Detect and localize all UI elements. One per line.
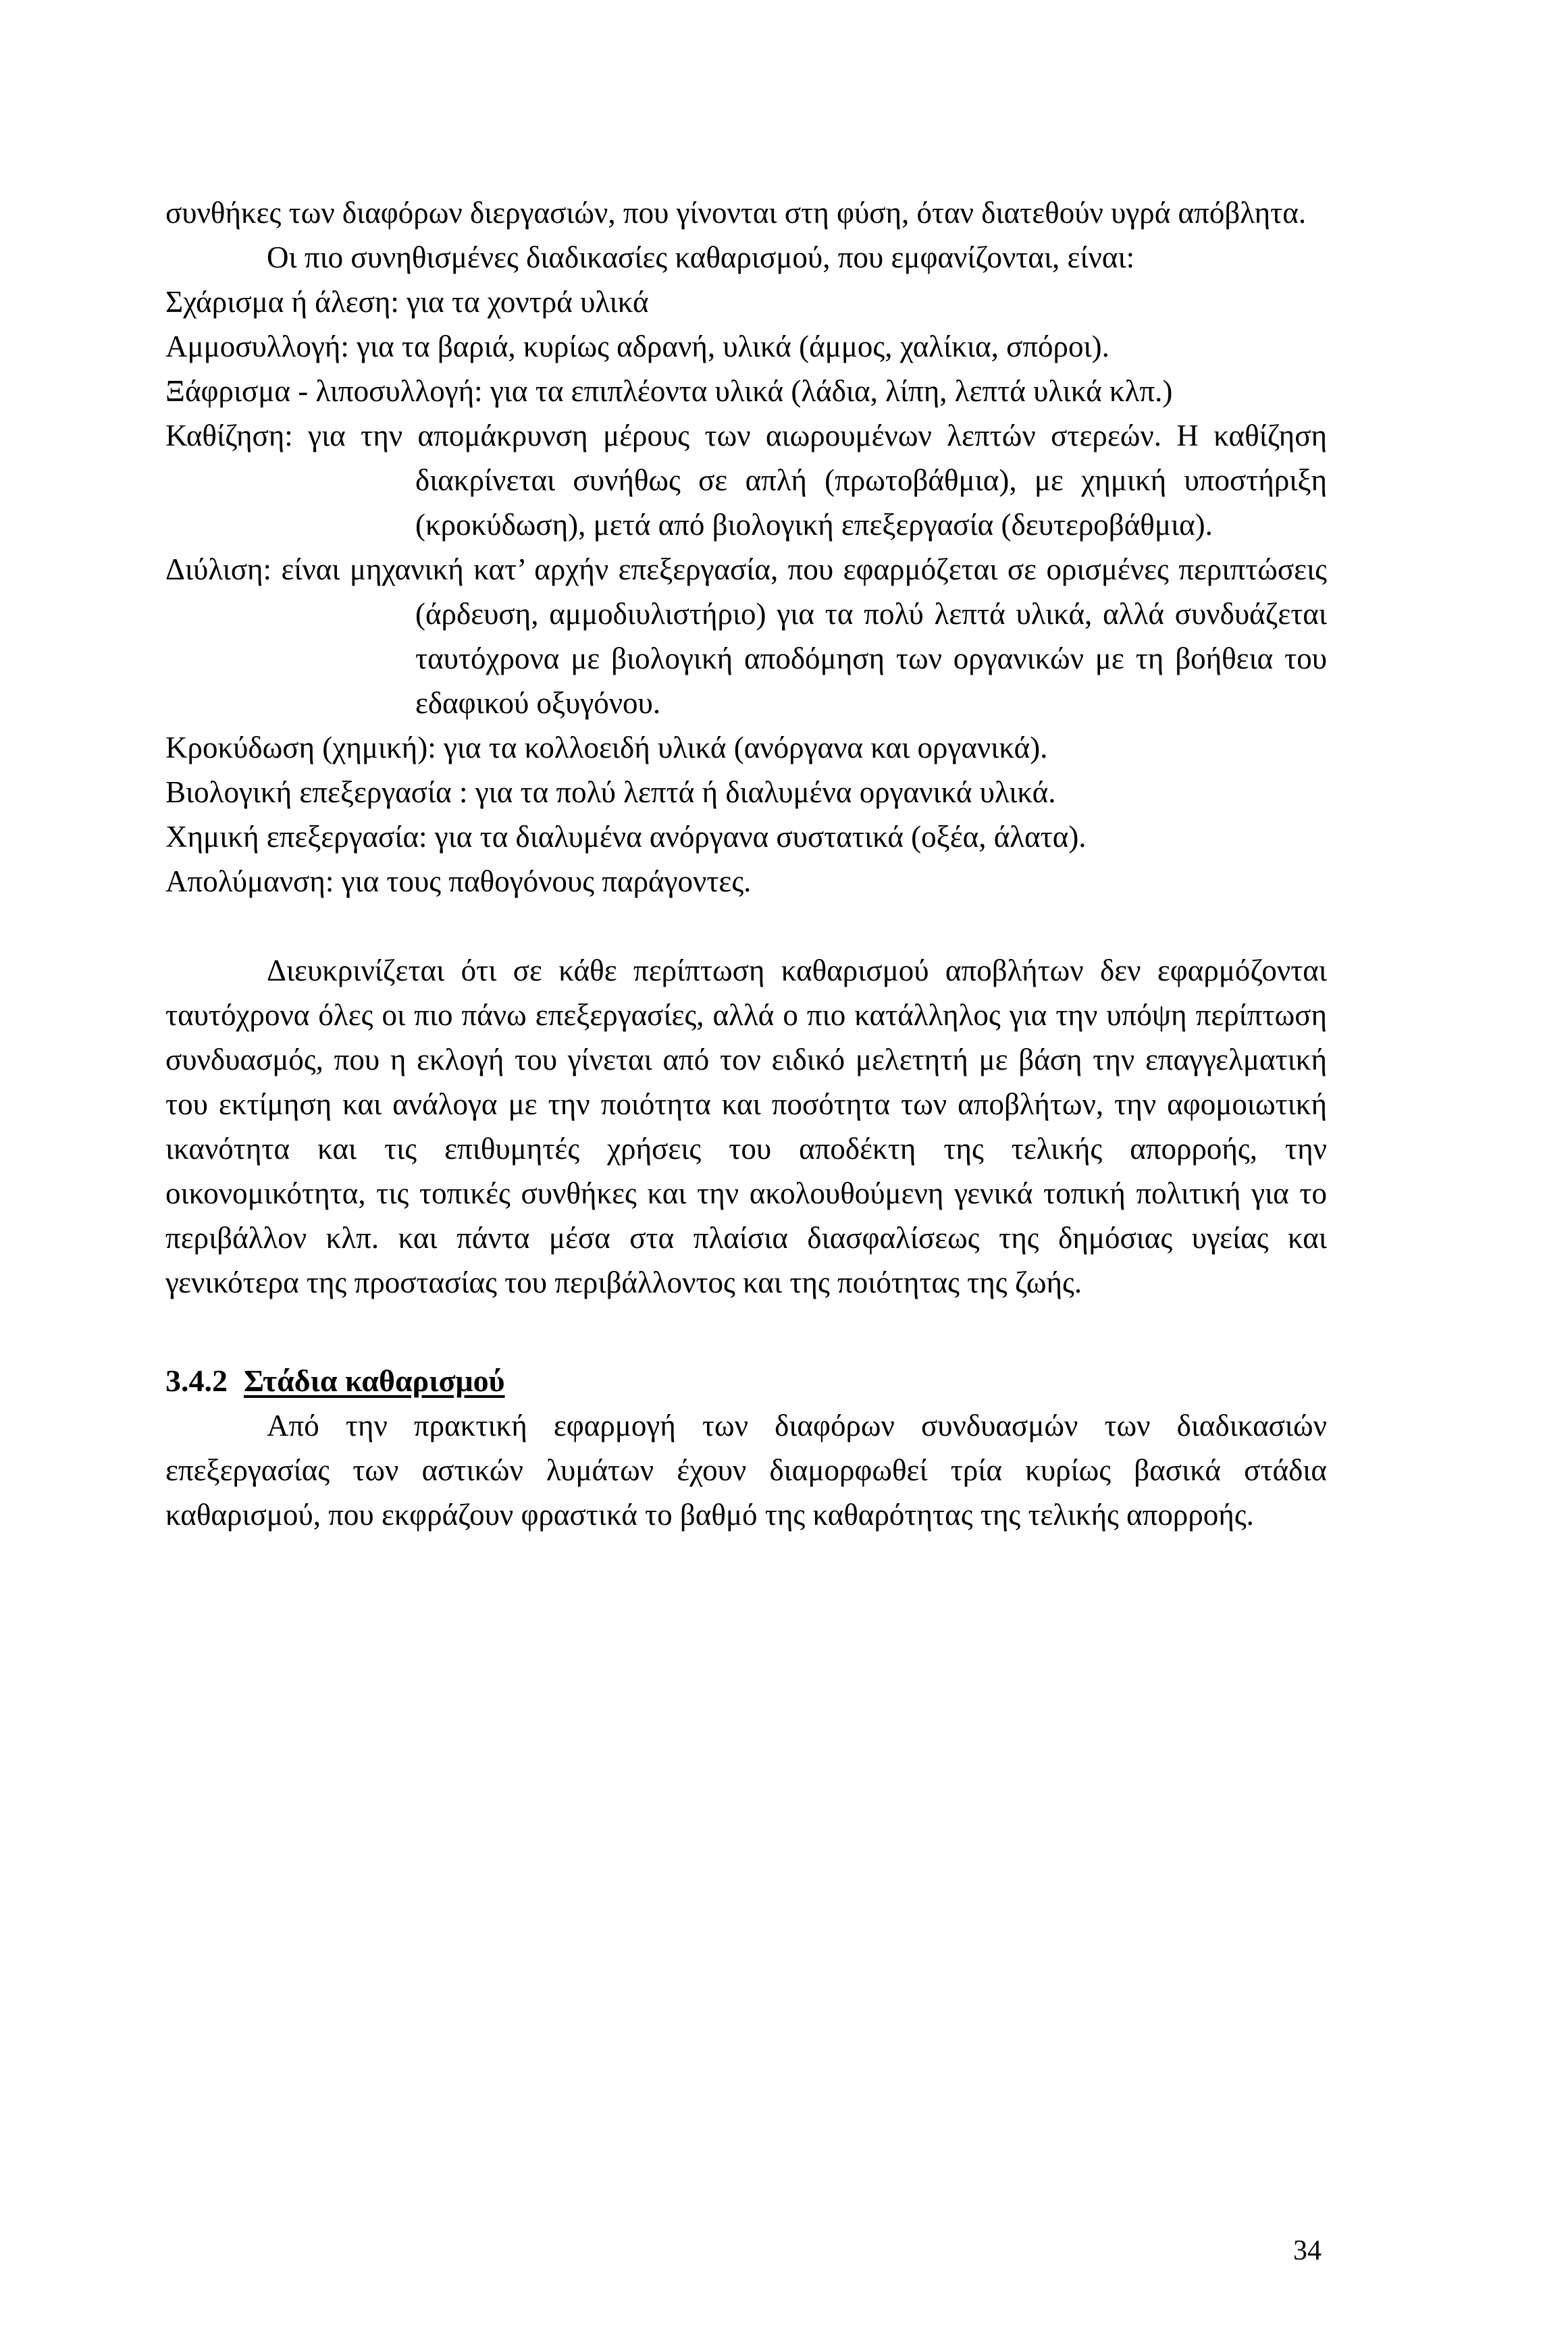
spacer bbox=[165, 1305, 1327, 1359]
intro-paragraph: συνθήκες των διαφόρων διεργασιών, που γίνονται στη φύση, όταν διατεθούν υγρά απόβλητα. bbox=[165, 196, 1307, 230]
method-item-disinfection: Απολύμανση: για τους παθογόνους παράγοντες. bbox=[165, 864, 752, 898]
page-content bbox=[165, 190, 1327, 1537]
method-item-biological: Βιολογική επεξεργασία : για τα πολύ λεπτά ή διαλυμένα οργανικά υλικά. bbox=[165, 775, 1056, 809]
method-item-grit-removal: Αμμοσυλλογή: για τα βαριά, κυρίως αδρανή, υλικά (άμμος, χαλίκια, σπόροι). bbox=[165, 330, 1109, 363]
method-item-skimming: Ξάφρισμα - λιποσυλλογή: για τα επιπλέοντα υλικά (λάδια, λίπη, λεπτά υλικά κλπ.) bbox=[165, 374, 1173, 408]
page-number: 34 bbox=[1293, 2235, 1322, 2266]
section-heading bbox=[165, 1359, 1327, 1403]
method-item-screening: Σχάρισμα ή άλεση: για τα χοντρά υλικά bbox=[165, 285, 649, 319]
spacer bbox=[165, 904, 1327, 948]
clarification-paragraph: Διευκρινίζεται ότι σε κάθε περίπτωση καθαρισμού αποβλήτων δεν εφαρμόζονται ταυτόχρονα όλες οι πιο πάνω επεξεργασίες, αλλά ο πιο κατάλληλος για την υπόψη περίπτωση συνδυασμός, που η εκλογή του γίνεται από τον ειδικό μελετητή με βάση την επαγγελματική του εκτίμηση και ανάλογα με την ποιότητα και ποσότητα των αποβλήτων, την αφομοιωτική ικανότητα και τις επιθυμητές χρήσεις του αποδέκτη της τελικής απορροής, την οικονομικότητα, τις τοπικές συνθήκες και την ακολουθούμενη γενικά τοπική πολιτική για το περιβάλλον κλπ. και πάντα μέσα στα πλαίσια διασφαλίσεως της δημόσιας υγείας και γενικότερα της προστασίας του περιβάλλοντος και της ποιότητας της ζωής. bbox=[165, 954, 1327, 1299]
methods-intro-paragraph: Οι πιο συνηθισμένες διαδικασίες καθαρισμού, που εμφανίζονται, είναι: bbox=[267, 240, 1135, 274]
method-item-filtration: Διύλιση: είναι μηχανική κατ’ αρχήν επεξεργασία, που εφαρμόζεται σε ορισμένες περιπτώσεις (άρδευση, αμμοδιυλιστήριο) για τα πολύ λεπτά υλικά, αλλά συνδυάζεται ταυτόχρονα με βιολογική αποδόμηση των οργανικών με τη βοήθεια του εδαφικού οξυγόνου. bbox=[165, 552, 1327, 720]
section-title: Στάδια καθαρισμού bbox=[244, 1363, 505, 1398]
method-item-flocculation: Κροκύδωση (χημική): για τα κολλοειδή υλικά (ανόργανα και οργανικά). bbox=[165, 731, 1048, 764]
section-number: 3.4.2 bbox=[165, 1363, 228, 1398]
method-item-sedimentation: Καθίζηση: για την απομάκρυνση μέρους των αιωρουμένων λεπτών στερεών. Η καθίζηση διακρίνεται συνήθως σε απλή (πρωτοβάθμια), με χημική υποστήριξη (κροκύδωση), μετά από βιολογική επεξεργασία (δευτεροβάθμια). bbox=[165, 419, 1327, 542]
method-item-chemical: Χημική επεξεργασία: για τα διαλυμένα ανόργανα συστατικά (οξέα, άλατα). bbox=[165, 820, 1087, 854]
section-body-paragraph: Από την πρακτική εφαρμογή των διαφόρων συνδυασμών των διαδικασιών επεξεργασίας των αστικών λυμάτων έχουν διαμορφωθεί τρία κυρίως βασικά στάδια καθαρισμού, που εκφράζουν φραστικά το βαθμό της καθαρότητας της τελικής απορροής. bbox=[165, 1409, 1327, 1532]
